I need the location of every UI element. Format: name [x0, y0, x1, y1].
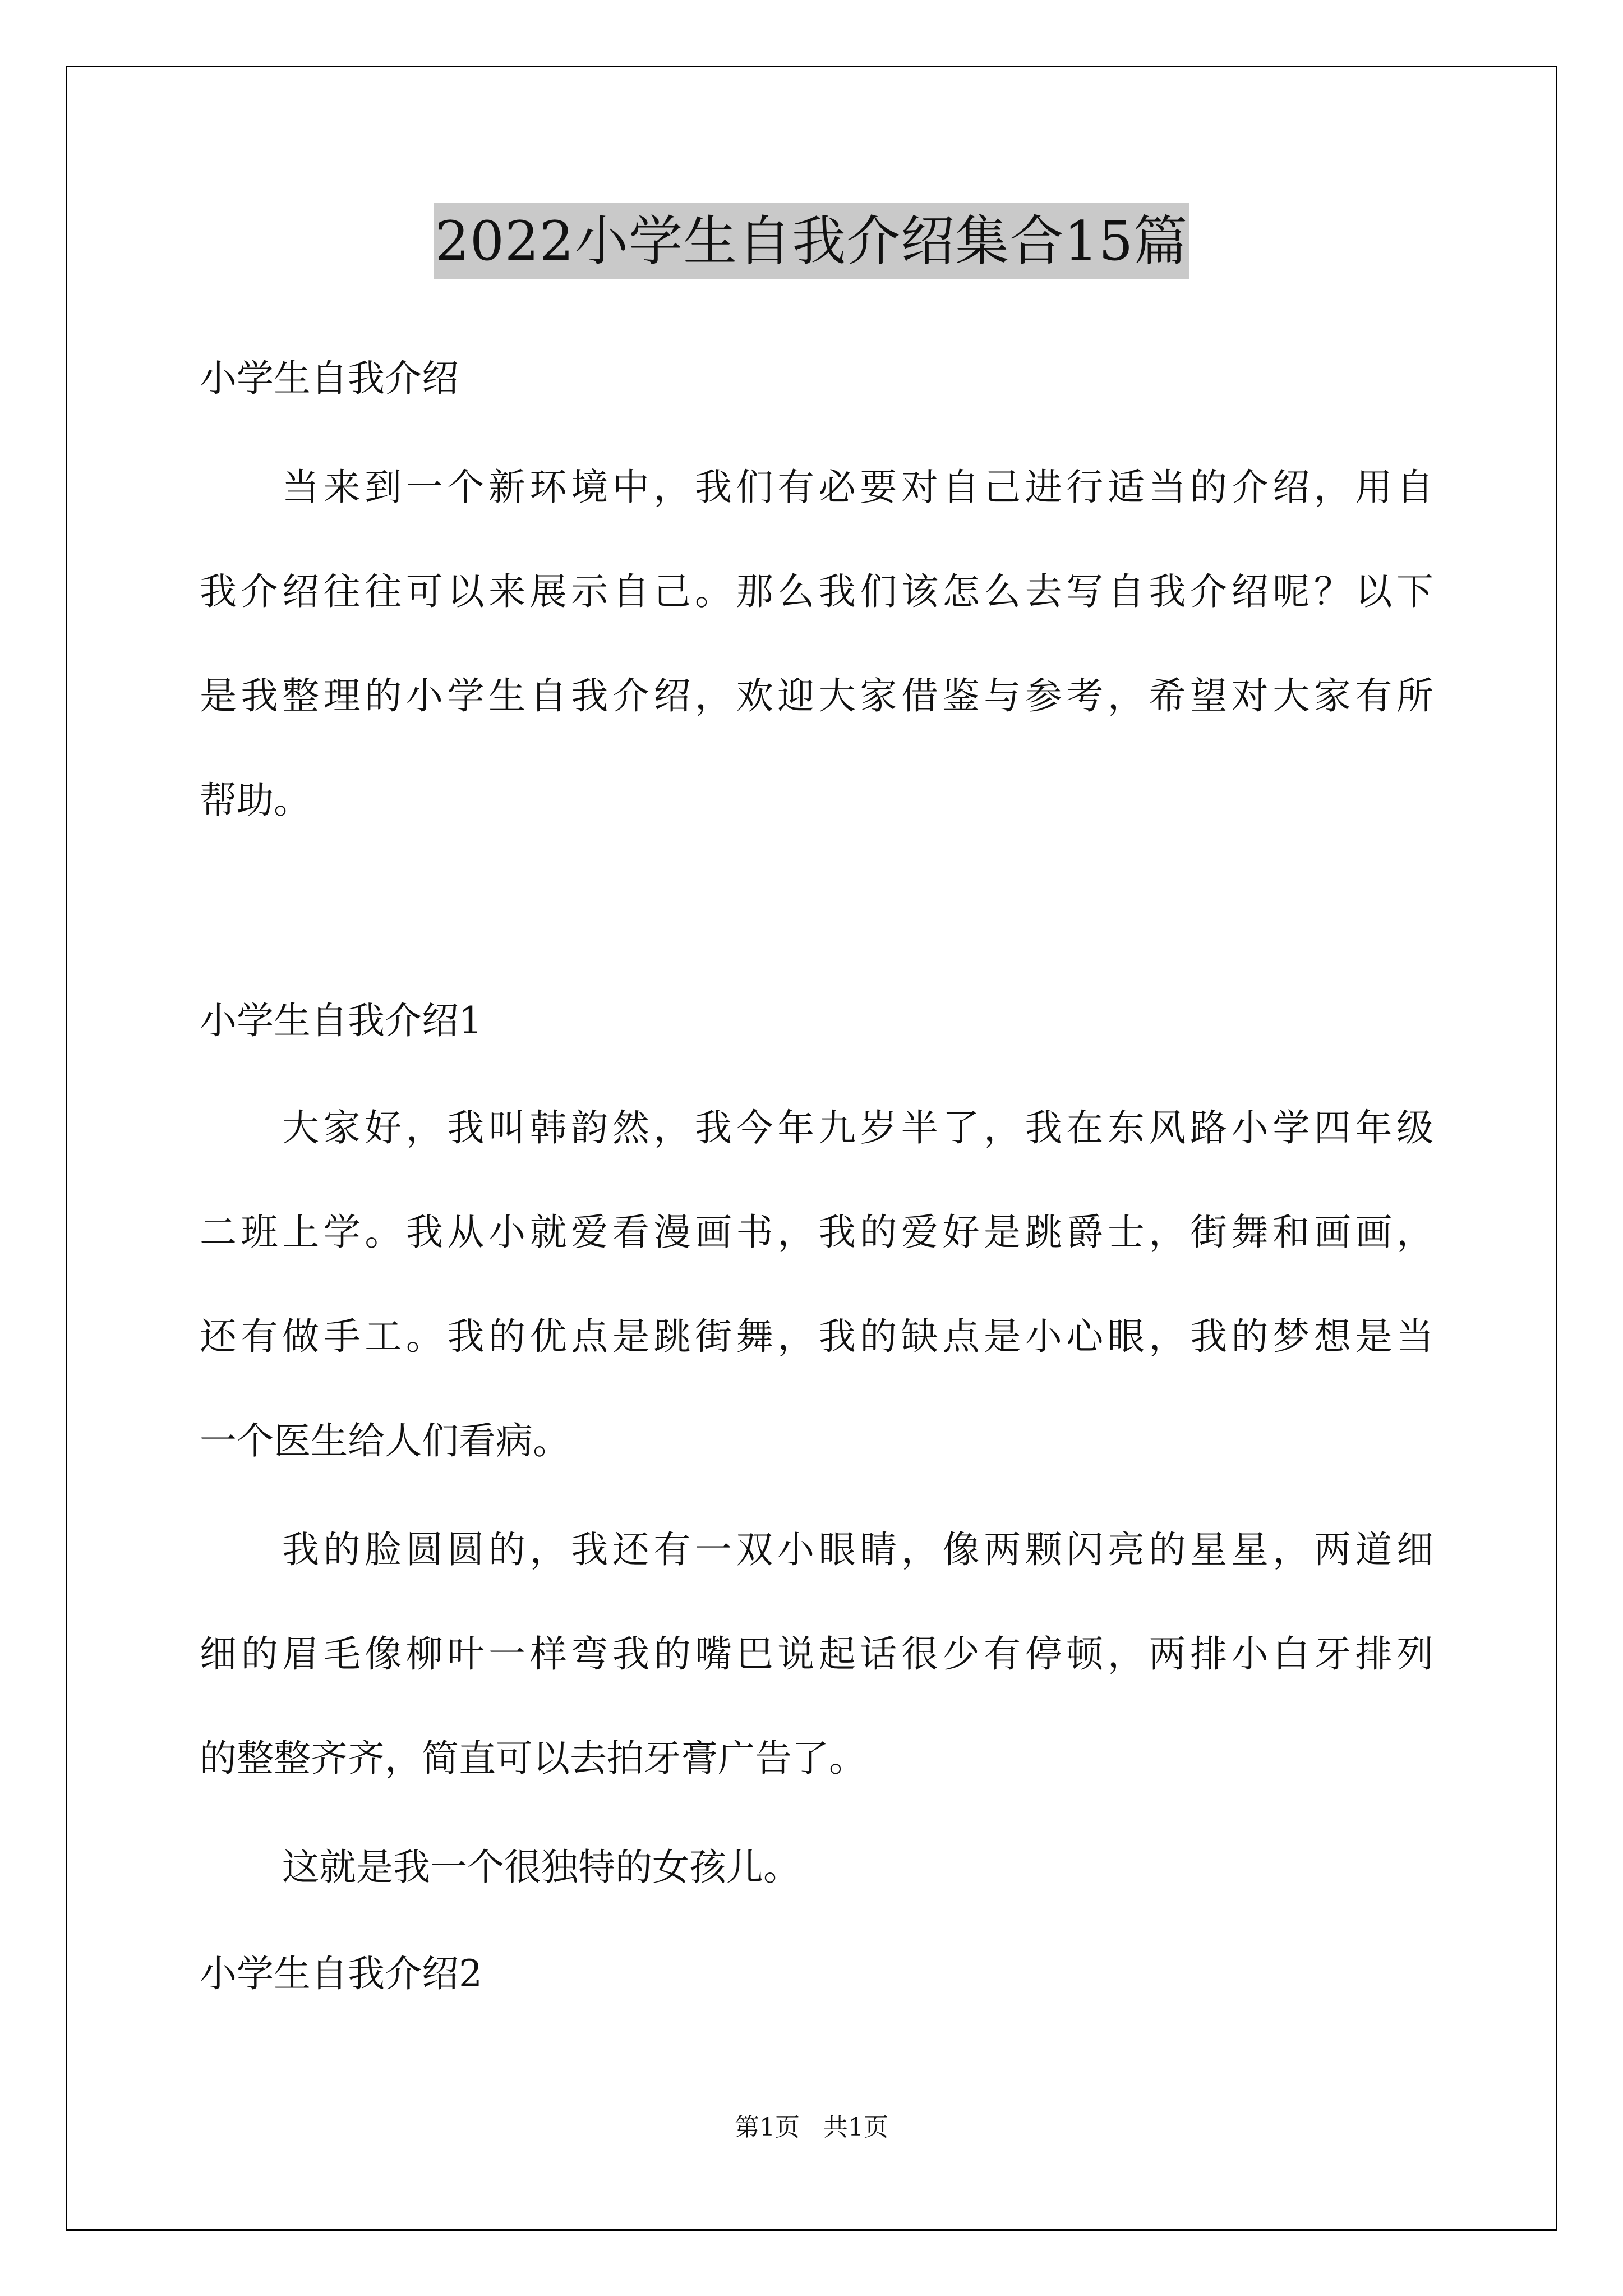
p1-line-1: 大家好，我叫韩韵然，我今年九岁半了，我在东风路小学四年级	[282, 1106, 1433, 1149]
p1-line-2: 二班上学。我从小就爱看漫画书，我的爱好是跳爵士，街舞和画画，	[200, 1211, 1433, 1254]
document-title: 2022小学生自我介绍集合15篇	[434, 203, 1189, 279]
title-container	[0, 203, 1623, 279]
p2-line-2: 细的眉毛像柳叶一样弯我的嘴巴说起话很少有停顿，两排小白牙排列	[200, 1632, 1433, 1676]
p2-line-3: 的整整齐齐，简直可以去拍牙膏广告了。	[200, 1737, 866, 1780]
section-heading-intro: 小学生自我介绍	[200, 357, 459, 400]
page-number: 第1页	[735, 2113, 800, 2142]
p1-line-4: 一个医生给人们看病。	[200, 1419, 570, 1462]
intro-line-3: 是我整理的小学生自我介绍，欢迎大家借鉴与参考，希望对大家有所	[200, 674, 1433, 717]
intro-line-4: 帮助。	[200, 779, 311, 822]
p3-line-1: 这就是我一个很独特的女孩儿。	[282, 1846, 800, 1889]
intro-line-1: 当来到一个新环境中，我们有必要对自己进行适当的介绍，用自	[282, 466, 1433, 509]
section-heading-1: 小学生自我介绍1	[200, 999, 482, 1042]
p2-line-1: 我的脸圆圆的，我还有一双小眼睛，像两颗闪亮的星星，两道细	[282, 1528, 1433, 1571]
page-footer	[0, 2111, 1623, 2145]
page-total: 共1页	[823, 2113, 888, 2142]
intro-line-2: 我介绍往往可以来展示自己。那么我们该怎么去写自我介绍呢？以下	[200, 570, 1433, 613]
section-heading-2: 小学生自我介绍2	[200, 1952, 482, 1995]
p1-line-3: 还有做手工。我的优点是跳街舞，我的缺点是小心眼，我的梦想是当	[200, 1315, 1433, 1358]
